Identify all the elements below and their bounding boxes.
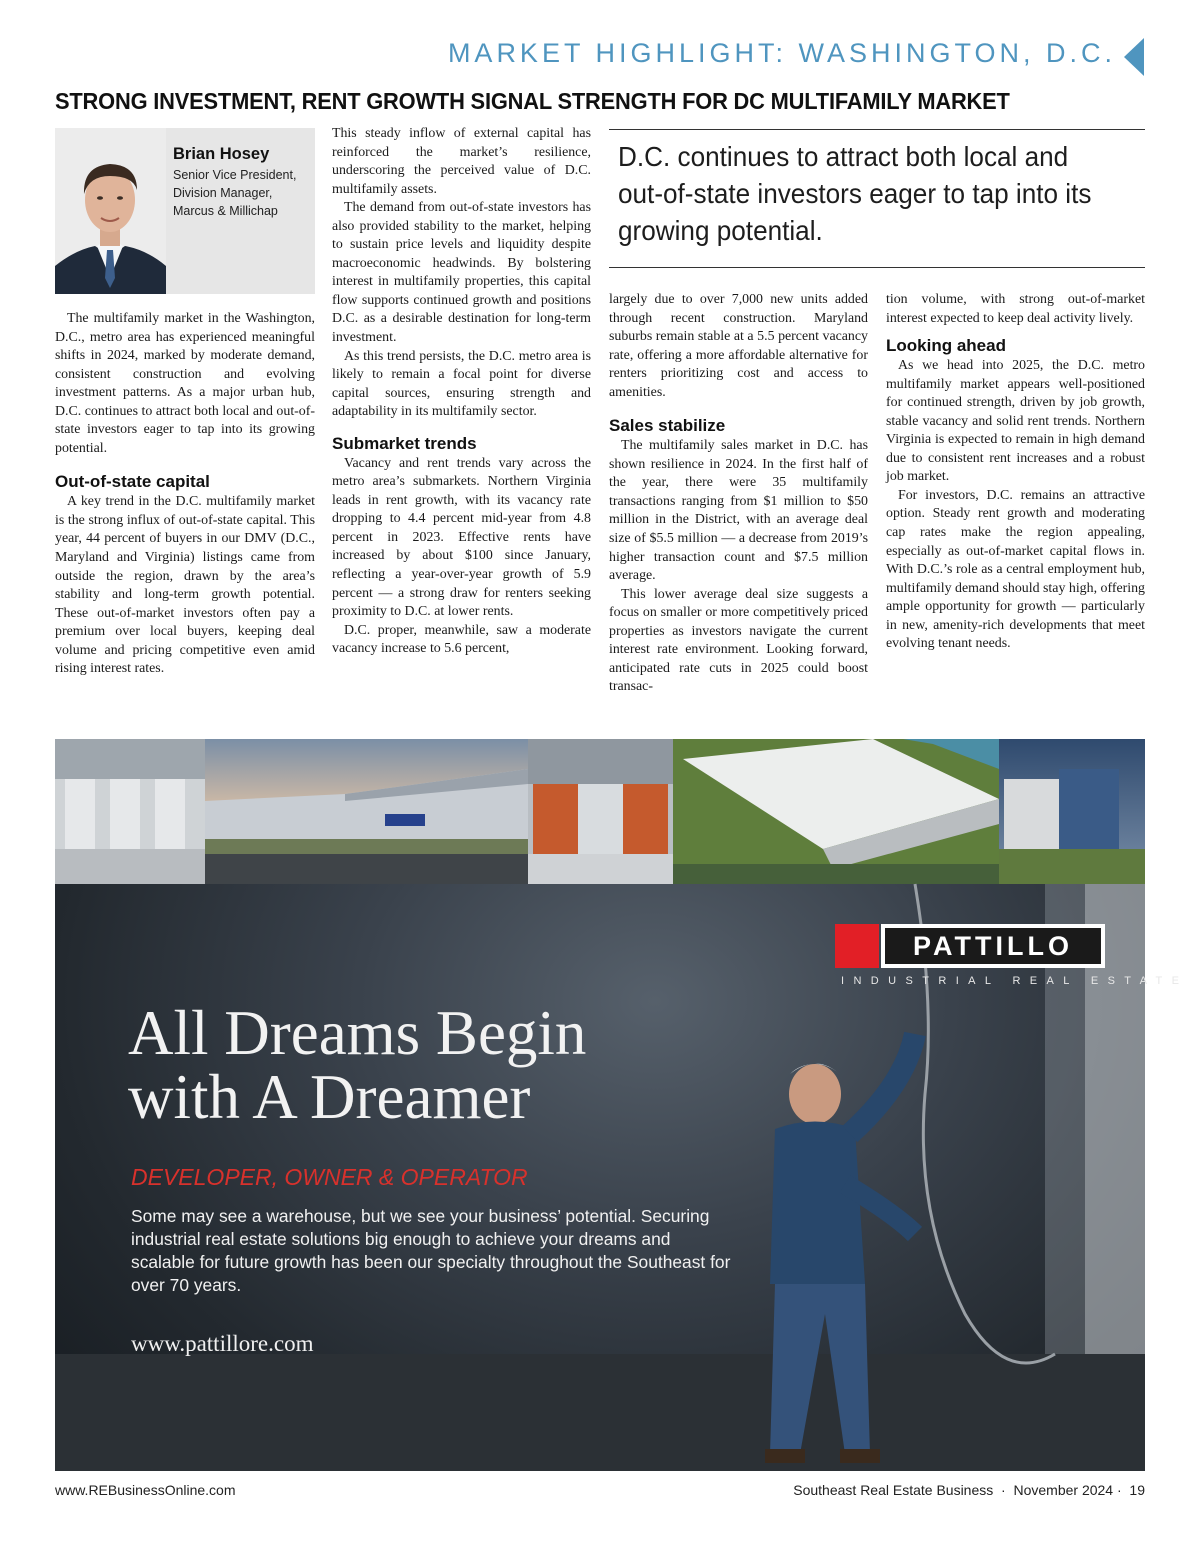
footer-publication-info: Southeast Real Estate Business · November 2024 · 19 bbox=[793, 1482, 1145, 1498]
ad-website-link[interactable]: www.pattillore.com bbox=[131, 1331, 314, 1356]
article-paragraph: For investors, D.C. remains an attractive option. Steady rent growth and moderating cap rates make the region appealing, especially as out-of-market capital flows in. With D.C.’s role as a central employment hub, multifamily demand should stay high, offering ample opportunity for growth — particularly in new, amenity-rich developments that meet evolving tenant needs. bbox=[886, 487, 1145, 652]
ad-headline bbox=[128, 998, 768, 1132]
article-paragraph: As this trend persists, the D.C. metro area is likely to remain a focal point for diverse capital sources, ensuring strength and adaptability in its multifamily sector. bbox=[332, 348, 591, 420]
author-title-line: Marcus & Millichap bbox=[173, 204, 278, 218]
article-column-1 bbox=[55, 310, 315, 679]
author-title-line: Senior Vice President, bbox=[173, 168, 297, 182]
article-paragraph: D.C. proper, meanwhile, saw a moderate vacancy increase to 5.6 percent, bbox=[332, 622, 591, 657]
author-title bbox=[173, 166, 313, 220]
article-paragraph: As we head into 2025, the D.C. metro multifamily market appears well-positioned for continued strength, driven by job growth, stable vacancy and solid rent trends. Northern Virginia is expected to remain in high demand due to consistent rent increases and a robust job market. bbox=[886, 358, 1145, 485]
article-headline: STRONG INVESTMENT, RENT GROWTH SIGNAL STRENGTH FOR DC MULTIFAMILY MARKET bbox=[55, 88, 1010, 114]
article-paragraph: largely due to over 7,000 new units added through recent construction. Maryland suburbs remain stable at a 5.5 percent vacancy rate, offering a more affordable alternative for renters prioritizing cost and access to amenities. bbox=[609, 292, 868, 400]
ad-headline-line: with A Dreamer bbox=[128, 1062, 531, 1132]
pattillo-logo-subtitle: INDUSTRIAL REAL ESTATE bbox=[841, 975, 1189, 987]
author-photo bbox=[55, 128, 166, 294]
author-title-line: Division Manager, bbox=[173, 186, 273, 200]
ad-photo-office-building bbox=[999, 739, 1145, 884]
section-label: MARKET HIGHLIGHT: WASHINGTON, D.C. bbox=[447, 38, 1116, 68]
ad-tagline: DEVELOPER, OWNER & OPERATOR bbox=[131, 1164, 528, 1190]
pull-quote-rule-top bbox=[609, 129, 1145, 130]
ad-body-text: Some may see a warehouse, but we see your business’ potential. Securing industrial real estate solutions big enough to achieve your dreams and scalable for future growth has been our specialty throughout the Southeast for over 70 years. bbox=[131, 1206, 731, 1295]
subhead-sales-stabilize: Sales stabilize bbox=[609, 416, 726, 436]
pull-quote: D.C. continues to attract both local and out-of-state investors eager to tap into its growing potential. bbox=[618, 141, 1092, 246]
article-paragraph: The demand from out-of-state investors has also provided stability to the market, helping to sustain price levels and liquidity despite macroeconomic headwinds. By bolstering interest in multifamily properties, this capital flow supports continued growth and positions D.C. as a desirable destination for long-term investment. bbox=[332, 200, 591, 346]
ad-photo-warehouse-racks bbox=[528, 739, 673, 884]
article-paragraph: A key trend in the D.C. multifamily market is the strong influx of out-of-state capital. This year, 44 percent of buyers in our DMV (D.C., Maryland and Virginia) listings came from outside the region, drawn by the area’s stability and long-term growth potential. These out-of-market investors often pay a premium over local buyers, keeping deal volume and pricing competitive even amid rising interest rates. bbox=[55, 494, 315, 677]
article-paragraph: tion volume, with strong out-of-market interest expected to keep deal activity lively. bbox=[886, 292, 1145, 326]
article-column-3 bbox=[609, 291, 868, 697]
ad-photo-warehouse-exterior bbox=[205, 739, 528, 884]
pull-quote-rule-bottom bbox=[609, 267, 1145, 268]
article-column-4 bbox=[886, 291, 1145, 654]
ad-photo-aerial-warehouse bbox=[673, 739, 999, 884]
footer-website[interactable]: www.REBusinessOnline.com bbox=[55, 1482, 236, 1498]
ad-photo-warehouse-interior bbox=[55, 739, 205, 884]
subhead-out-of-state-capital: Out-of-state capital bbox=[55, 472, 210, 492]
section-arrow-icon bbox=[1124, 38, 1144, 76]
author-name: Brian Hosey bbox=[173, 145, 270, 163]
ad-headline-line: All Dreams Begin bbox=[128, 998, 587, 1068]
article-paragraph: The multifamily market in the Washington, D.C., metro area has experienced meaningful shifts in 2024, marked by moderate demand, consistent construction and evolving investment patterns. As a major urban hub, D.C. continues to attract both local and out-of-state investors eager to tap into its growing potential. bbox=[55, 311, 315, 456]
pattillo-advertisement bbox=[55, 739, 1189, 1471]
article-paragraph: Vacancy and rent trends vary across the metro area’s submarkets. Northern Virginia leads in rent growth, with its vacancy rate dropping to 4.4 percent mid-year from 4.8 percent in 2023. Effective rents have increased by about $100 since January, reflecting a year-over-year growth of 5.9 percent — a strong draw for renters seeking proximity to D.C. at lower rents. bbox=[332, 455, 591, 620]
article-paragraph: The multifamily sales market in D.C. has shown resilience in 2024. In the first half of the year, there were 35 multifamily transactions ranging from $1 million to $50 million in the District, with an average deal size of $5.5 million — a decrease from 2019’s higher transaction count and $7.5 million average. bbox=[609, 438, 868, 584]
pattillo-logo-text: PATTILLO bbox=[913, 931, 1073, 961]
pattillo-logo-red-square bbox=[835, 924, 879, 968]
subhead-submarket-trends: Submarket trends bbox=[332, 433, 477, 453]
article-column-2 bbox=[332, 125, 591, 659]
subhead-looking-ahead: Looking ahead bbox=[886, 336, 1006, 356]
article-paragraph: This steady inflow of external capital has reinforced the market’s resilience, underscoring the perceived value of D.C. multifamily assets. bbox=[332, 126, 591, 197]
article-paragraph: This lower average deal size suggests a focus on smaller or more competitively priced properties as investors navigate the current interest rate environment. Looking forward, anticipated rate cuts in 2025 could boost transac- bbox=[609, 586, 868, 695]
